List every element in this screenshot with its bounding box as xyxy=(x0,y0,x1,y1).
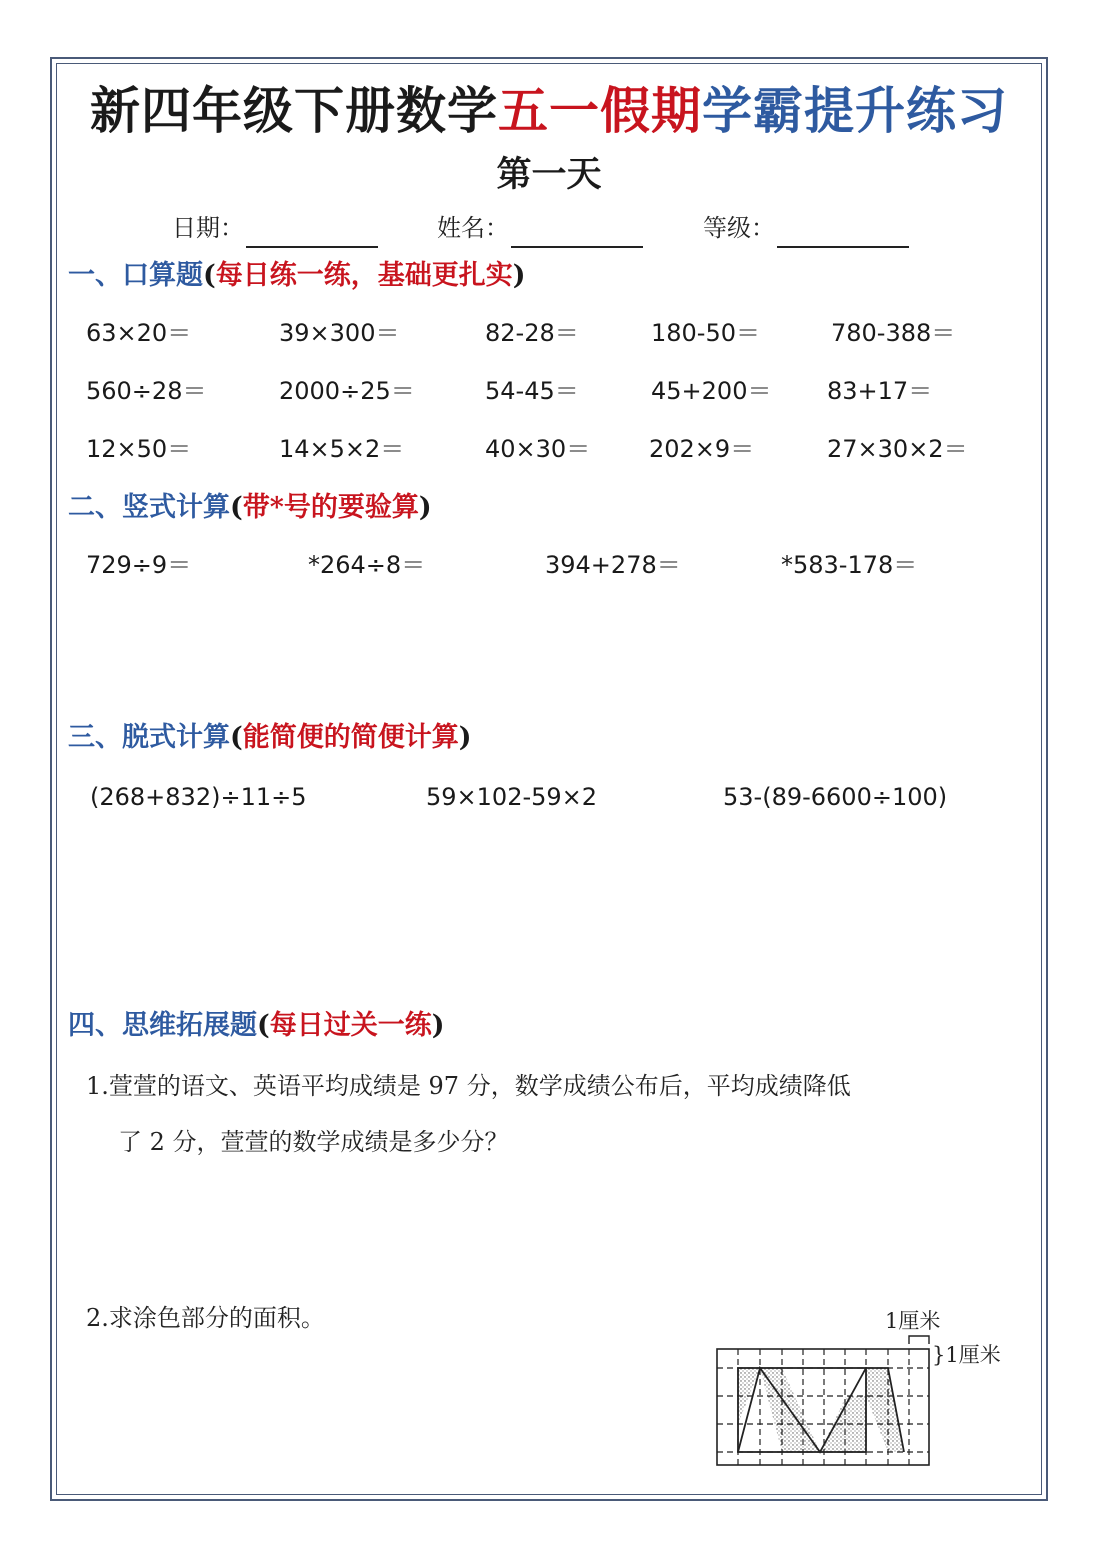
section4-heading xyxy=(68,1006,445,1046)
stepwise-calc-item: (268+832)÷11÷5 xyxy=(90,783,307,811)
section2-note: 带*号的要验算 xyxy=(242,492,419,523)
mental-math-item: 54-45＝ xyxy=(485,377,579,405)
section1-paren-open: ( xyxy=(203,260,216,291)
section3-title: 三、脱式计算 xyxy=(68,722,230,753)
mental-math-item: 2000÷25＝ xyxy=(279,377,415,405)
shaded-area-figure xyxy=(700,1300,1030,1485)
name-label: 姓名： xyxy=(437,214,509,242)
title-part-practice: 学霸提升练习 xyxy=(702,81,1008,140)
grade-blank[interactable] xyxy=(777,218,909,248)
mental-math-item: 560÷28＝ xyxy=(86,377,207,405)
mental-math-item: 180-50＝ xyxy=(651,319,761,347)
mental-math-item: 14×5×2＝ xyxy=(279,435,405,463)
title-part-grade: 新四年级下册数学 xyxy=(90,81,498,140)
height-label: }1厘米 xyxy=(932,1343,1001,1367)
section3-heading xyxy=(68,718,472,758)
section1-heading xyxy=(68,256,526,296)
grade-field xyxy=(703,208,909,248)
worksheet-title xyxy=(56,78,1042,144)
mental-math-item: 39×300＝ xyxy=(279,319,400,347)
section1-paren-close: ) xyxy=(512,260,526,291)
section2-heading xyxy=(68,488,432,528)
date-field xyxy=(172,208,378,248)
mental-math-item: 202×9＝ xyxy=(649,435,755,463)
shaded-region-right xyxy=(866,1368,904,1452)
section2-paren-close: ) xyxy=(418,492,432,523)
day-subtitle: 第一天 xyxy=(496,154,602,195)
width-bracket xyxy=(909,1336,929,1344)
title-part-holiday: 五一假期 xyxy=(498,81,702,140)
mental-math-item: 27×30×2＝ xyxy=(827,435,968,463)
stepwise-calc-item: 59×102-59×2 xyxy=(426,783,598,811)
mental-math-item: 63×20＝ xyxy=(86,319,192,347)
section1-note: 每日练一练，基础更扎实 xyxy=(215,260,513,291)
vertical-calc-item: *583-178＝ xyxy=(781,551,918,579)
stepwise-calc-item: 53-(89-6600÷100) xyxy=(723,783,948,811)
mental-math-item: 45+200＝ xyxy=(651,377,772,405)
mental-math-item: 83+17＝ xyxy=(827,377,933,405)
section2-title: 二、竖式计算 xyxy=(68,492,230,523)
vertical-calc-item: *264÷8＝ xyxy=(308,551,426,579)
width-label: 1厘米 xyxy=(885,1309,941,1333)
section2-paren-open: ( xyxy=(230,492,243,523)
vertical-calc-item: 729÷9＝ xyxy=(86,551,192,579)
question-1-line1: 1.萱萱的语文、英语平均成绩是 97 分，数学成绩公布后，平均成绩降低 xyxy=(86,1072,851,1100)
section3-paren-open: ( xyxy=(230,722,243,753)
section1-title: 一、口算题 xyxy=(68,260,203,291)
mental-math-item: 780-388＝ xyxy=(831,319,956,347)
section3-paren-close: ) xyxy=(458,722,472,753)
name-blank[interactable] xyxy=(511,218,643,248)
vertical-calc-item: 394+278＝ xyxy=(545,551,681,579)
mental-math-item: 82-28＝ xyxy=(485,319,579,347)
section4-title: 四、思维拓展题 xyxy=(68,1010,257,1041)
mental-math-item: 12×50＝ xyxy=(86,435,192,463)
mental-math-item: 40×30＝ xyxy=(485,435,591,463)
name-field xyxy=(437,208,643,248)
date-blank[interactable] xyxy=(246,218,378,248)
question-1-line2: 了 2 分，萱萱的数学成绩是多少分？ xyxy=(118,1128,509,1156)
section3-note: 能简便的简便计算 xyxy=(242,722,459,753)
section4-note: 每日过关一练 xyxy=(269,1010,432,1041)
section4-paren-open: ( xyxy=(257,1010,270,1041)
grade-label: 等级： xyxy=(703,214,775,242)
section4-paren-close: ) xyxy=(431,1010,445,1041)
date-label: 日期： xyxy=(172,214,244,242)
question-2-text: 2.求涂色部分的面积。 xyxy=(86,1304,325,1332)
grid-figure-svg xyxy=(700,1300,1030,1485)
question-1 xyxy=(86,1058,1026,1170)
